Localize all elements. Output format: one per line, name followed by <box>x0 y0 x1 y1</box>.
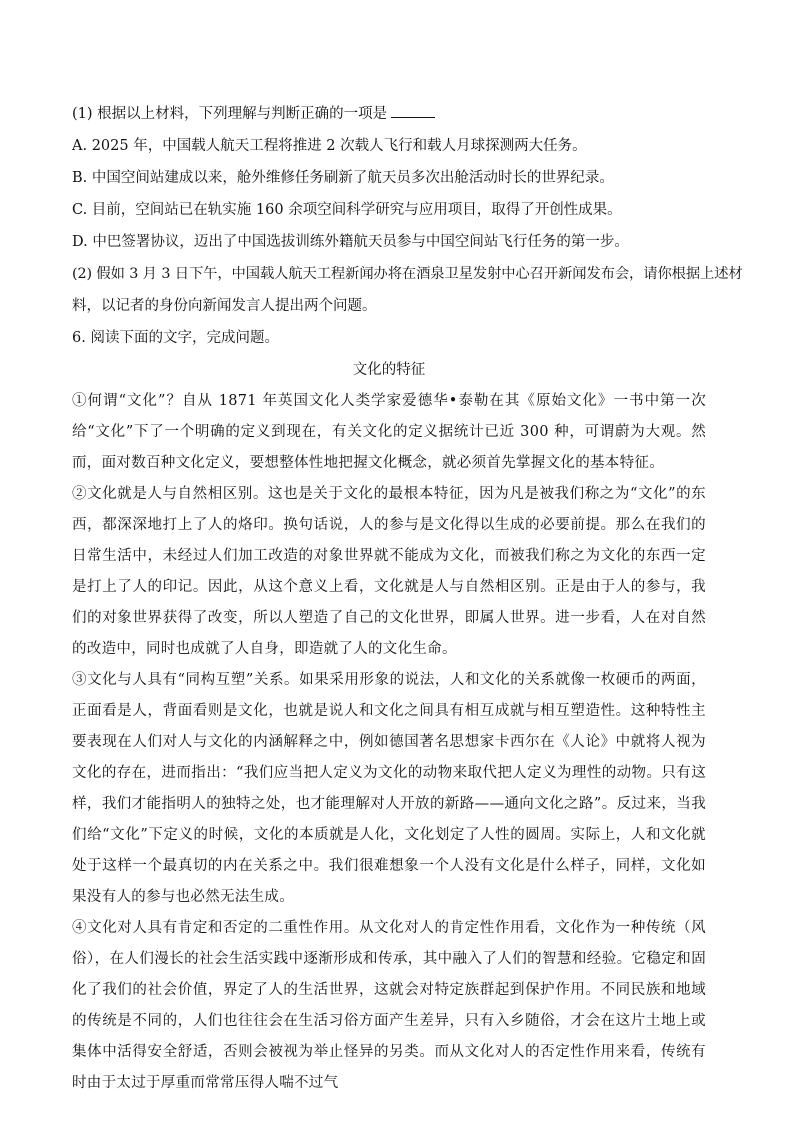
article-paragraph-1: ①何谓“文化”？自从 1871 年英国文化人类学家爱德华•泰勒在其《原始文化》一书中第一次给“文化”下了一个明确的定义到现在，有关文化的定义据统计已近 300 种，可谓蔚为大观。然而，面对数百种文化定义，要想整体性地把握文化概念，就必须首先掌握文化的基本特征。 <box>72 393 706 471</box>
option-c: C. 目前，空间站已在轨实施 160 余项空间科学研究与应用项目，取得了开创性成果。 <box>72 202 622 218</box>
question-1-stem <box>72 98 706 130</box>
option-a: A. 2025 年，中国载人航天工程将推进 2 次载人飞行和载人月球探测两大任务。 <box>72 138 587 154</box>
question-6-stem: 6. 阅读下面的文字，完成问题。 <box>72 330 279 346</box>
option-d: D. 中巴签署协议，迈出了中国选拔训练外籍航天员参与中国空间站飞行任务的第一步。 <box>72 234 629 250</box>
article-paragraph-3: ③文化与人具有“同构互塑”关系。如果采用形象的说法，人和文化的关系就像一枚硬币的两面，正面看是人，背面看则是文化，也就是说人和文化之间具有相互成就与相互塑造性。这种特性主要表现在人们对人与文化的内涵解释之中，例如德国著名思想家卡西尔在《人论》中就将人视为文化的存在，进而指出：“我们应当把人定义为文化的动物来取代把人定义为理性的动物。只有这样，我们才能指明人的独特之处，也才能理解对人开放的新路——通向文化之路”。反过来，当我们给“文化”下定义的时候，文化的本质就是人化，文化划定了人性的圆周。实际上，人和文化就处于这样一个最真切的内在关系之中。我们很难想象一个人没有文化是什么样子，同样，文化如果没有人的参与也必然无法生成。 <box>72 672 706 905</box>
answer-blank <box>391 105 435 118</box>
article-title: 文化的特征 <box>352 362 426 378</box>
question-2-line-2: 料，以记者的身份向新闻发言人提出两个问题。 <box>72 298 377 314</box>
question-2-line-1: (2) 假如 3 月 3 日下午，中国载人航天工程新闻办将在酒泉卫星发射中心召开新闻发布会，请你根据上述材 <box>72 266 743 282</box>
option-b: B. 中国空间站建成以来，舱外维修任务刷新了航天员多次出舱活动时长的世界纪录。 <box>72 170 614 186</box>
article-paragraph-2: ②文化就是人与自然相区别。这也是关于文化的最根本特征，因为凡是被我们称之为“文化”的东西，都深深地打上了人的烙印。换句话说，人的参与是文化得以生成的必要前提。那么在我们的日常生活中，未经过人们加工改造的对象世界就不能成为文化，而被我们称之为文化的东西一定是打上了人的印记。因此，从这个意义上看，文化就是人与自然相区别。正是由于人的参与，我们的对象世界获得了改变，所以人塑造了自己的文化世界，即属人世界。进一步看，人在对自然的改造中，同时也成就了人自身，即造就了人的文化生命。 <box>72 486 706 657</box>
article-body <box>72 386 706 1099</box>
question-1-text: (1) 根据以上材料，下列理解与判断正确的一项是 <box>72 106 388 122</box>
article-paragraph-4: ④文化对人具有肯定和否定的二重性作用。从文化对人的肯定性作用看，文化作为一种传统（风俗），在人们漫长的社会生活实践中逐渐形成和传承，其中融入了人们的智慧和经验。它稳定和固化了我们的社会价值，界定了人的生活世界，这就会对特定族群起到保护作用。不同民族和地域的传统是不同的，人们也往往会在生活习俗方面产生差异，只有入乡随俗，才会在这片土地上或集体中活得安全舒适，否则会被视为举止怪异的另类。而从文化对人的否定性作用来看，传统有时由于太过于厚重而常常压得人喘不过气 <box>72 920 706 1091</box>
